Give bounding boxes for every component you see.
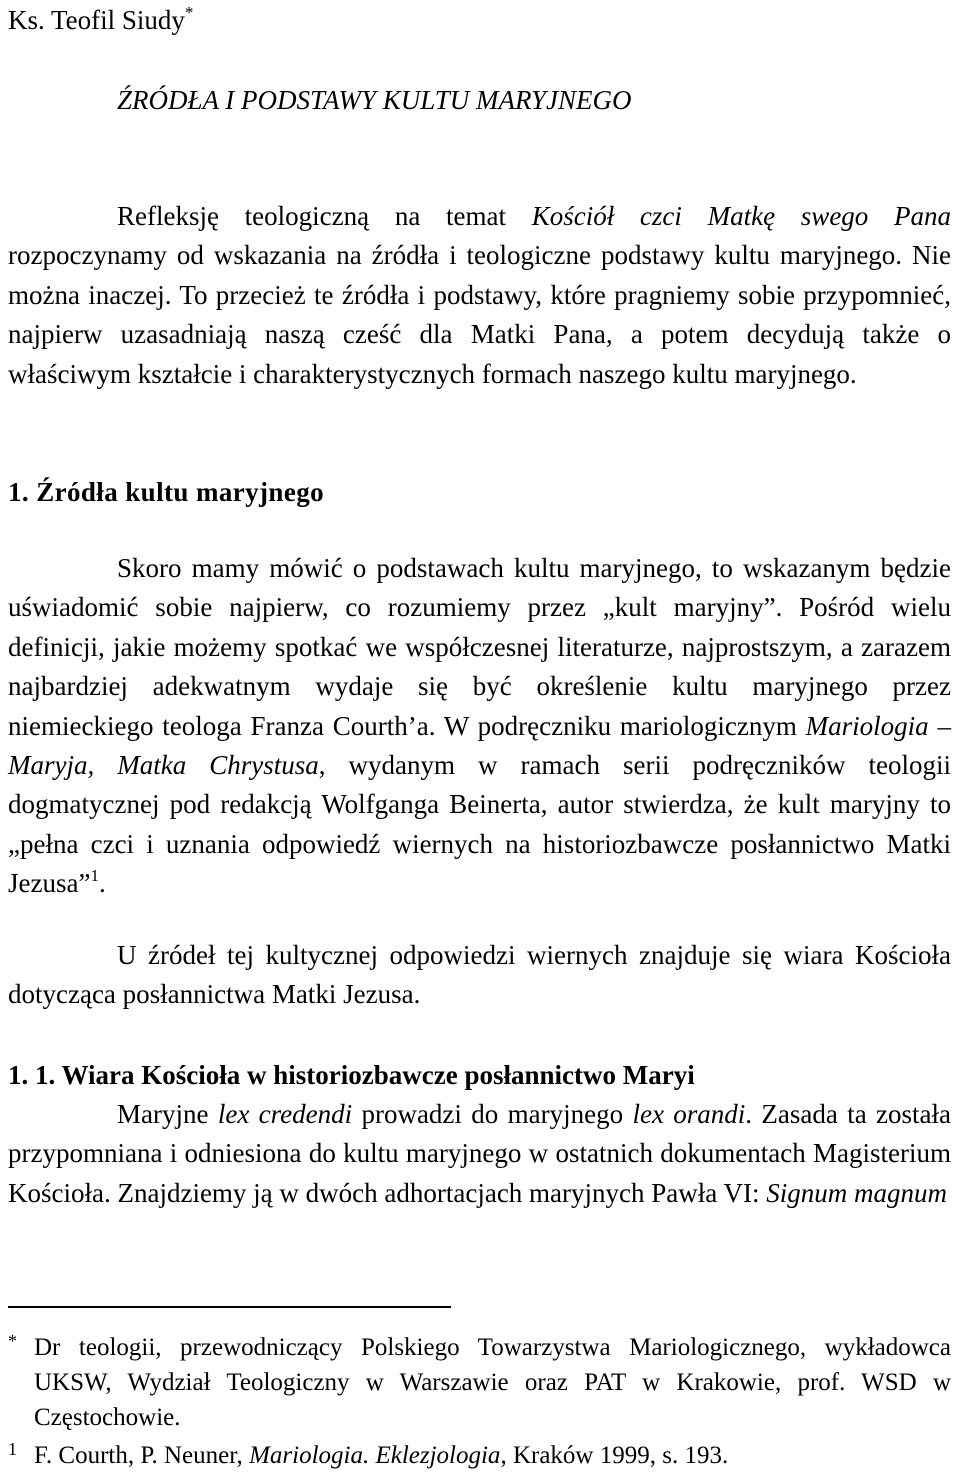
intro-paragraph: [8, 197, 951, 394]
footnote-1: [8, 1438, 951, 1473]
section11-text-3: . Zasada ta została przypomniana i odniesiona do kultu maryjnego w ostatnich dokumentach Magisterium Kościoła. Znajdziemy ją w dwóch adhortacjach maryjnych Pawła VI:: [8, 1099, 952, 1208]
section11-text-1: Maryjne: [117, 1099, 218, 1129]
intro-text-rest: rozpoczynamy od wskazania na źródła i teologiczne podstawy kultu maryjnego. Nie można inaczej. To przecież te źródła i podstawy, które pragniemy sobie przypomnieć, najpierw uzasadniają naszą cześć dla Matki Pana, a potem decydują także o właściwym kształcie i charakterystycznych formach naszego kultu maryjnego.: [8, 240, 951, 389]
footnote-mark-1: 1: [8, 1439, 17, 1459]
section1-italic-book: Mariologia – Maryja, Matka Chrystusa: [8, 710, 951, 781]
intro-text-start: Refleksję teologiczną na temat: [117, 201, 532, 231]
footnote-1-book-title: Mariologia. Eklezjologia: [249, 1442, 501, 1469]
author-footnote-mark: *: [184, 3, 194, 22]
section1-text-b-end: .: [98, 868, 106, 899]
section11-italic-2: lex orandi: [632, 1099, 746, 1129]
footnote-separator: [8, 1306, 451, 1308]
footnote-ref-1: 1: [90, 866, 99, 886]
section1-text-b: , wydanym w ramach serii podręczników teologii dogmatycznej pod redakcją Wolfganga Beinerta, autor stwierdza, że kult maryjny to „pełna czci i uznania odpowiedź wiernych na historiozbawcze posłannictwo Matki Jezusa”: [8, 750, 951, 899]
section-heading-1: 1. Źródła kultu maryjnego: [8, 477, 325, 507]
footnote-1-publication: , Kraków 1999, s. 193.: [500, 1442, 729, 1469]
section1-text-a: Skoro mamy mówić o podstawach kultu maryjnego, to wskazanym będzie uświadomić sobie najpierw, co rozumiemy przez „kult maryjny”. Pośród wielu definicji, jakie możemy spotkać we współczesnej literaturze, najprostszym, a zarazem najbardziej adekwatnym wydaje się być określenie kultu maryjnego przez niemieckiego teologa Franza Courth’a. W podręczniku mariologicznym: [8, 553, 951, 741]
section11-paragraph: [8, 1095, 951, 1213]
section11-italic-1: lex credendi: [217, 1099, 353, 1129]
author-line: [8, 0, 193, 40]
footnote-author-text: Dr teologii, przewodniczący Polskiego Towarzystwa Mariologicznego, wykładowca UKSW, Wydział Teologiczny w Warszawie oraz PAT w Krakowie, prof. WSD w Częstochowie.: [34, 1334, 951, 1431]
section1-paragraph: [8, 549, 951, 904]
footnote-1-text: [34, 1438, 951, 1473]
section1-text-c: U źródeł tej kultycznej odpowiedzi wiernych znajduje się wiara Kościoła dotycząca posłannictwa Matki Jezusa.: [8, 940, 951, 1010]
intro-italic-title: Kościół czci Matkę swego Pana: [531, 201, 952, 231]
footnote-mark-asterisk: *: [8, 1331, 17, 1351]
author-name: Ks. Teofil Siudy: [8, 5, 185, 35]
footnote-1-authors: F. Courth, P. Neuner,: [34, 1442, 250, 1469]
article-title: ŹRÓDŁA I PODSTAWY KULTU MARYJNEGO: [117, 85, 632, 115]
section1-paragraph-2: [8, 936, 951, 1015]
section-heading-1-1: 1. 1. Wiara Kościoła w historiozbawcze posłannictwo Maryi: [8, 1060, 695, 1090]
section11-text-2: prowadzi do maryjnego: [352, 1099, 633, 1129]
section11-italic-3: Signum magnum: [766, 1177, 948, 1208]
footnote-author: [8, 1330, 951, 1435]
